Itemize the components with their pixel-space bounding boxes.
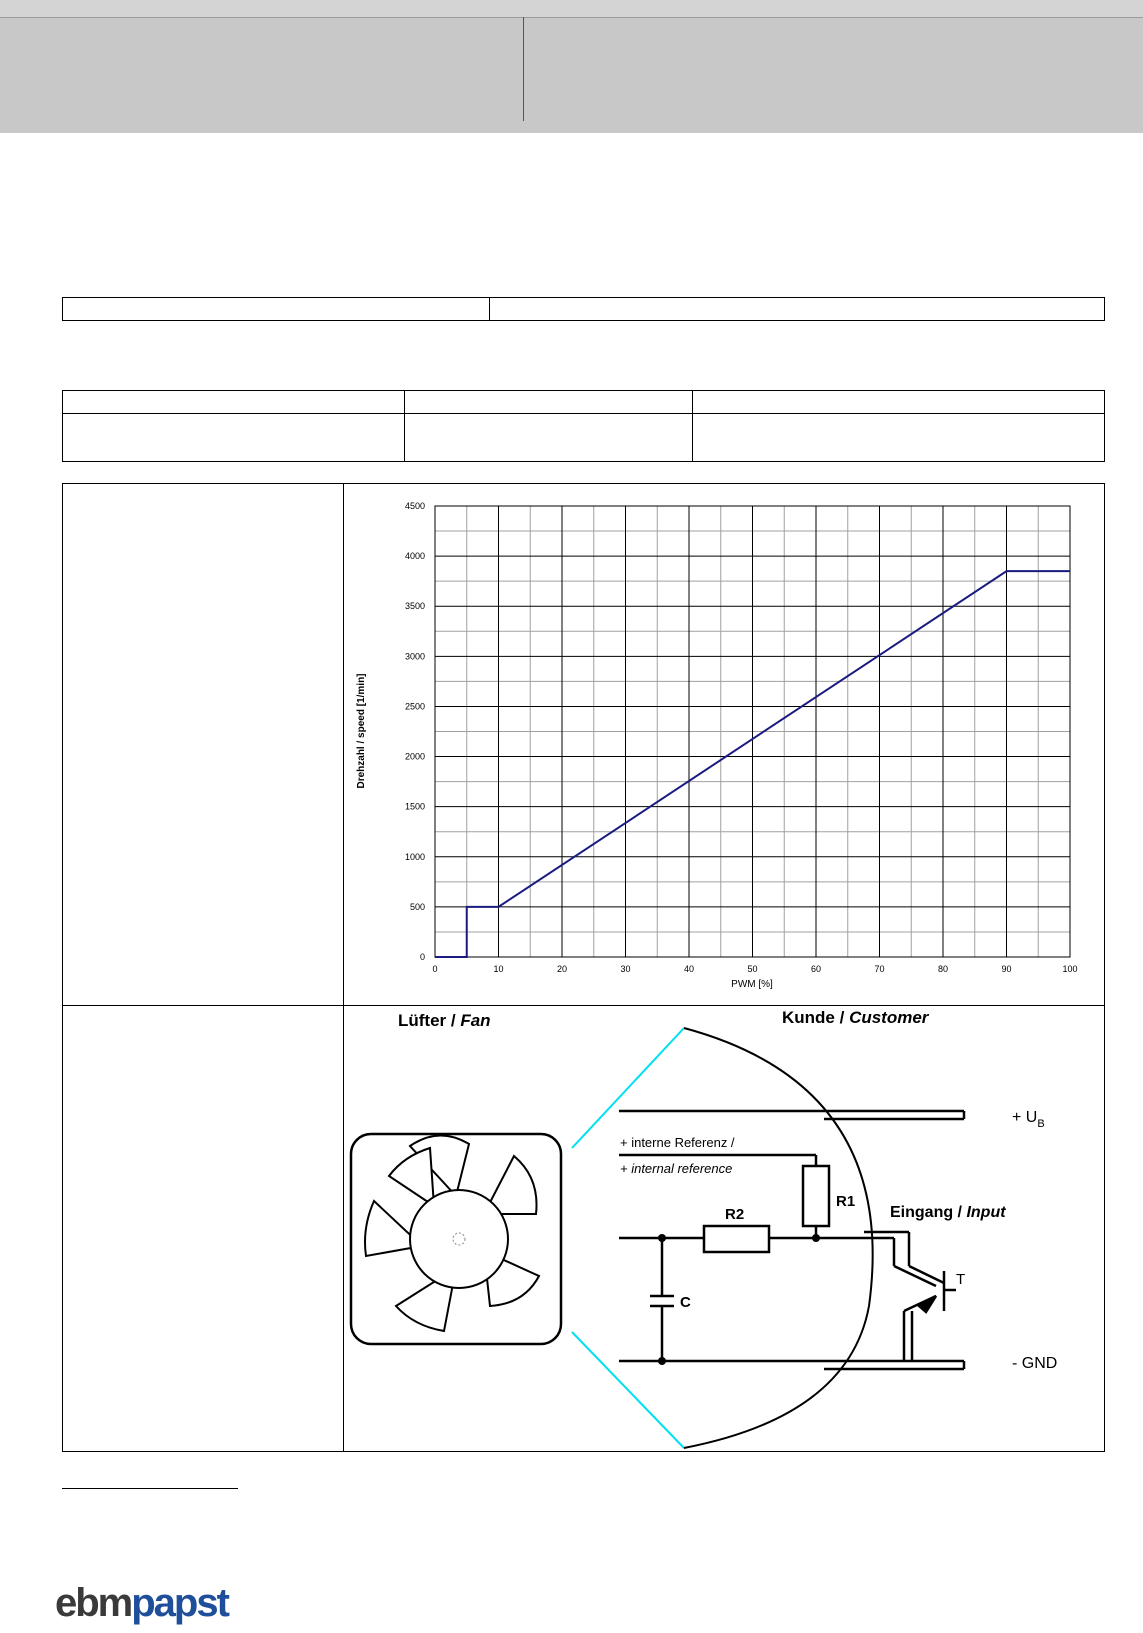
customer-title: Kunde / Customer [782, 1008, 929, 1027]
resistor-r2 [704, 1226, 769, 1252]
logo-ebm: ebm [55, 1581, 132, 1625]
y-tick-label: 2500 [404, 701, 425, 712]
fan-icon [351, 1134, 561, 1344]
capacitor [650, 1296, 674, 1306]
x-tick-label: 80 [937, 964, 949, 974]
speed-chart-svg [344, 484, 1104, 1004]
c-label: C [680, 1294, 691, 1311]
y-axis-label: Drehzahl / speed [1/min] [356, 673, 367, 789]
x-tick-label: 20 [556, 964, 568, 974]
y-tick-label: 4000 [404, 551, 425, 562]
info-table-1 [62, 297, 1105, 321]
x-tick-label: 90 [1001, 964, 1012, 974]
info-table-2-col-divider-1 [404, 390, 405, 462]
y-tick-label: 2000 [404, 751, 425, 762]
speed-chart [344, 484, 1104, 1004]
ub-label: + $U_B$ [1012, 1109, 1045, 1130]
t-label: T [956, 1271, 966, 1288]
x-tick-label: 60 [810, 964, 822, 974]
x-tick-label: 70 [874, 964, 885, 974]
info-table-1-divider [489, 297, 490, 321]
input-label: Eingang / Input [890, 1204, 1006, 1221]
gnd-label: - GND [1012, 1355, 1058, 1372]
r2-label: R2 [725, 1206, 745, 1223]
resistor-r1 [803, 1166, 829, 1226]
logo-papst: papst [131, 1581, 228, 1625]
y-tick-label: 0 [419, 952, 425, 962]
y-tick-label: 3500 [404, 601, 425, 612]
x-tick-label: 10 [493, 964, 504, 974]
x-tick-label: 40 [683, 964, 695, 974]
ref-label-de: + interne Referenz / [620, 1135, 735, 1150]
y-tick-label: 3000 [404, 651, 425, 662]
fan-title: Lüfter / Fan [398, 1011, 491, 1030]
footnote-separator [62, 1488, 238, 1489]
circuit-diagram [344, 1006, 1104, 1451]
x-tick-label: 100 [1062, 964, 1078, 974]
header-top-strip [0, 0, 1143, 18]
x-tick-label: 0 [432, 964, 438, 974]
x-axis-label: PWM [%] [731, 979, 773, 990]
transistor [919, 1271, 956, 1312]
svg-text:ebmpapst [55, 1581, 230, 1625]
y-tick-label: 4500 [404, 501, 425, 511]
x-tick-label: 50 [747, 964, 758, 974]
x-tick-label: 30 [620, 964, 631, 974]
r1-label: R1 [836, 1193, 856, 1210]
y-tick-label: 500 [409, 901, 425, 912]
info-table-2-col-divider-2 [692, 390, 693, 462]
y-tick-label: 1500 [404, 801, 425, 812]
header-divider [523, 17, 524, 121]
y-tick-label: 1000 [404, 851, 425, 862]
info-table-2 [62, 390, 1105, 462]
ref-label-en: + internal reference [620, 1161, 733, 1176]
circuit-diagram-svg [344, 1006, 1104, 1451]
info-table-2-row-divider [62, 413, 1105, 414]
ebmpapst-logo [55, 1578, 245, 1628]
header-band [0, 0, 1143, 133]
